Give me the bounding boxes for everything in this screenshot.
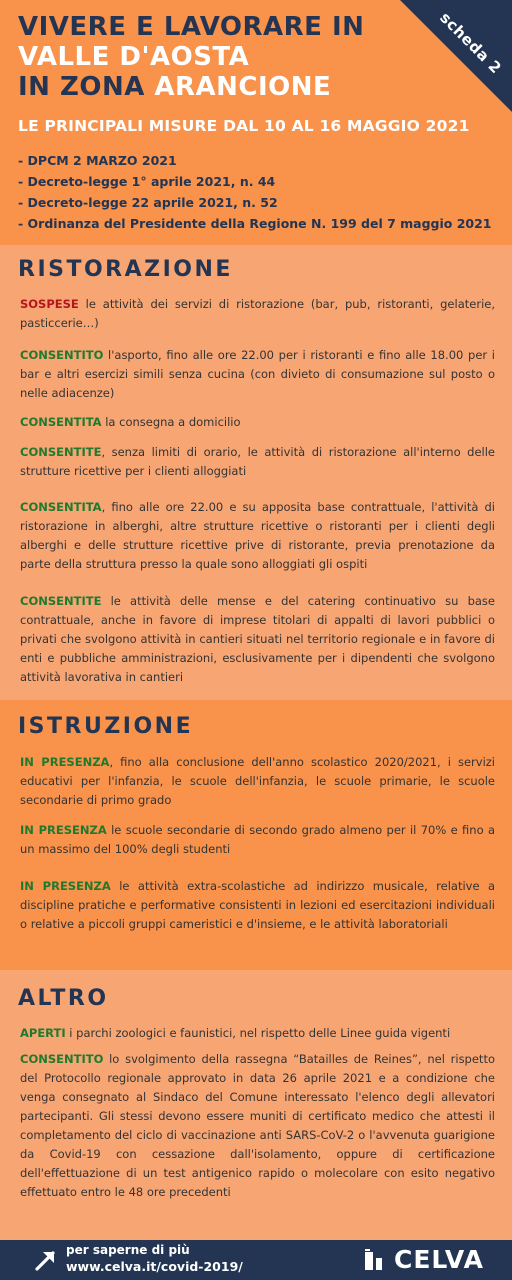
measure-item <box>20 592 495 687</box>
measure-text: l'asporto, fino alle ore 22.00 per i ristoranti e fino alle 18.00 per i bar e altri esercizi simili senza cucina (con divieto di consumazione sul posto o nelle adiacenze) <box>20 348 495 400</box>
measure-item <box>20 1024 495 1043</box>
reference-item: - Ordinanza del Presidente della Regione N. 199 del 7 maggio 2021 <box>18 216 492 231</box>
measure-text: , senza limiti di orario, le attività di ristorazione all'interno delle strutture ricettive per i clienti alloggiati <box>20 445 495 478</box>
page-title <box>18 12 364 102</box>
measure-keyword: CONSENTITE <box>20 445 102 459</box>
measure-text: , fino alla conclusione dell'anno scolastico 2020/2021, i servizi educativi per l'infanzia, le scuole dell'infanzia, le scuole primarie, le scuole secondarie di primo grado <box>20 755 495 807</box>
section-title: RISTORAZIONE <box>18 257 233 282</box>
measure-keyword: CONSENTITE <box>20 594 102 608</box>
measure-item <box>20 295 495 333</box>
reference-item: - DPCM 2 MARZO 2021 <box>18 153 177 168</box>
footer-link[interactable]: www.celva.it/covid-2019/ <box>66 1259 243 1274</box>
section-istruzione <box>0 700 512 970</box>
measure-item <box>20 821 495 859</box>
measure-keyword: IN PRESENZA <box>20 823 107 837</box>
measure-text: le attività dei servizi di ristorazione (bar, pub, ristoranti, gelaterie, pasticcerie…) <box>20 297 495 330</box>
measure-keyword: IN PRESENZA <box>20 755 110 769</box>
measure-keyword: CONSENTITO <box>20 348 104 362</box>
measure-keyword: APERTI <box>20 1026 66 1040</box>
section-altro <box>0 970 512 1240</box>
measure-text: lo svolgimento della rassegna “Batailles de Reines”, nel rispetto del Protocollo regionale approvato in data 26 aprile 2021 e a condizione che venga consegnato al Sindaco del Comune interessato l'elenco degli allevatori partecipanti. Gli stessi devono essere muniti di certificato medico che attesti il completamento del ciclo di vaccinazione anti SARS-CoV-2 o l'avvenuta guarigione da Covid-19 con cessazione dall'isolamento, oppure di certificazione dell'effettuazione di un test antigenico rapido o molecolare con esito negativo effettuato entro le 48 ore precedenti <box>20 1052 495 1199</box>
measure-text: le attività extra-scolastiche ad indirizzo musicale, relative a discipline pratiche e performative consistenti in lezioni ed esercitazioni individuali o relative a piccoli gruppi cameristici e d'insieme, e le attività laboratoriali <box>20 879 495 931</box>
references-list <box>18 150 492 234</box>
footer-more-info: per saperne di più <box>66 1243 190 1257</box>
reference-item: - Decreto-legge 22 aprile 2021, n. 52 <box>18 195 278 210</box>
measure-item <box>20 498 495 574</box>
measure-item <box>20 753 495 810</box>
measure-item <box>20 877 495 934</box>
title-line-3 <box>18 72 364 102</box>
measure-item <box>20 413 495 432</box>
title-line-3-a: IN ZONA <box>18 72 155 102</box>
celva-logo-icon <box>364 1248 384 1272</box>
measure-keyword: IN PRESENZA <box>20 879 111 893</box>
title-line-2: VALLE D'AOSTA <box>18 42 250 72</box>
measure-item <box>20 443 495 481</box>
measure-item <box>20 1050 495 1202</box>
section-title: ISTRUZIONE <box>18 714 194 739</box>
header <box>0 0 512 245</box>
arrow-icon <box>34 1248 58 1272</box>
footer <box>0 1240 512 1280</box>
measure-keyword: CONSENTITA <box>20 500 102 514</box>
title-line-3-b: ARANCIONE <box>154 72 332 102</box>
measure-text: i parchi zoologici e faunistici, nel rispetto delle Linee guida vigenti <box>65 1026 451 1040</box>
section-ristorazione <box>0 245 512 700</box>
measure-keyword: CONSENTITO <box>20 1052 104 1066</box>
section-title: ALTRO <box>18 986 109 1011</box>
measure-text: la consegna a domicilio <box>101 415 241 429</box>
measure-item <box>20 346 495 403</box>
page-subtitle: LE PRINCIPALI MISURE DAL 10 AL 16 MAGGIO 2021 <box>18 117 470 135</box>
measure-keyword: SOSPESE <box>20 297 79 311</box>
measure-keyword: CONSENTITA <box>20 415 102 429</box>
reference-item: - Decreto-legge 1° aprile 2021, n. 44 <box>18 174 276 189</box>
brand-name: CELVA <box>394 1245 484 1274</box>
measure-text: le attività delle mense e del catering continuativo su base contrattuale, anche in favore di imprese titolari di appalti di lavori pubblici o privati che svolgono attività in cantieri situati nel territorio regionale e in favore di enti e pubbliche amministrazioni, esclusivamente per i dipendenti che svolgono attività lavorativa in cantieri <box>20 594 495 684</box>
measure-text: le scuole secondarie di secondo grado almeno per il 70% e fino a un massimo del 100% degli studenti <box>20 823 495 856</box>
corner-label: scheda 2 <box>436 8 505 78</box>
measure-text: , fino alle ore 22.00 e su apposita base contrattuale, l'attività di ristorazione in alberghi, altre strutture ricettive o ristoranti per i clienti degli alberghi e delle strutture ricettive prive di ristorante, previa prenotazione da parte della struttura presso la quale sono alloggiati gli ospiti <box>20 500 495 571</box>
title-line-1: VIVERE E LAVORARE IN <box>18 12 365 42</box>
